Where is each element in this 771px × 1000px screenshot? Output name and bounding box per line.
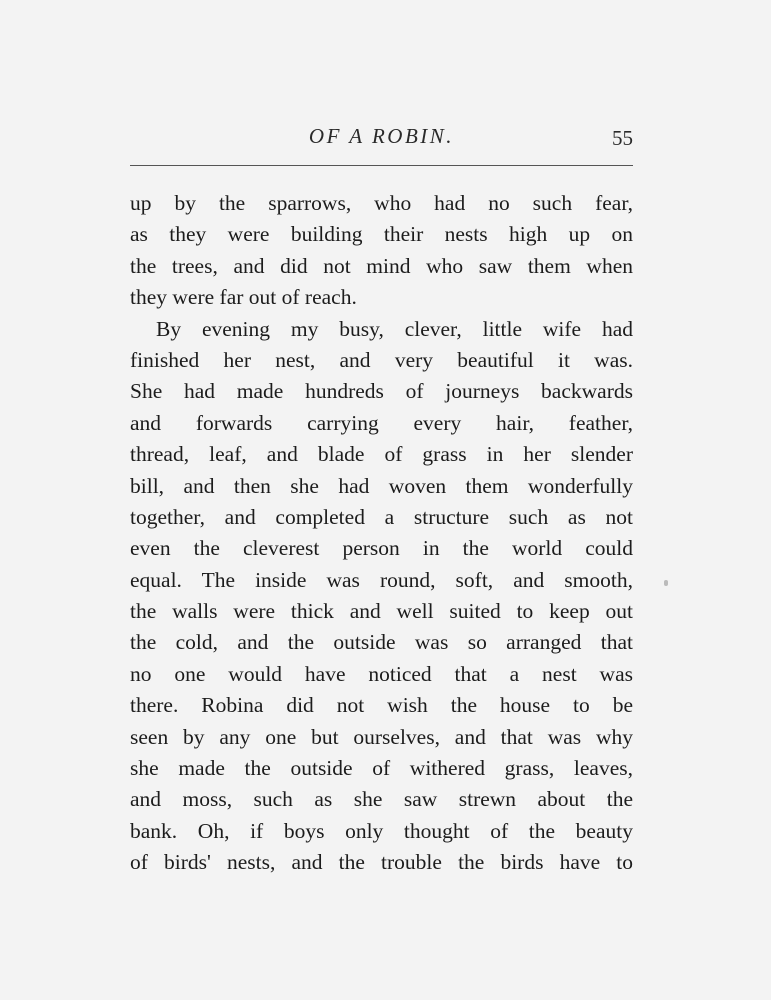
text-line: and moss, such as she saw strewn about the [130,787,633,812]
text-line: even the cleverest person in the world could [130,536,633,561]
text-line: finished her nest, and very beautiful it was. [130,347,633,372]
text-line: together, and completed a structure such as not [130,504,633,529]
text-line: thread, leaf, and blade of grass in her slender [130,442,633,467]
paper-speck [664,580,668,586]
text-line: she made the outside of withered grass, leaves, [130,756,633,781]
page-number: 55 [612,126,633,150]
text-line: of birds' nests, and the trouble the birds have to [130,850,633,875]
text-line: bill, and then she had woven them wonderfully [130,473,633,498]
text-line: the walls were thick and well suited to keep out [130,599,633,624]
running-head [130,124,633,158]
running-title: OF A ROBIN. [308,124,455,148]
header-rule [130,165,633,166]
text-line: By evening my busy, clever, little wife had [156,316,633,341]
text-line: and forwards carrying every hair, feather, [130,410,633,435]
text-line: they were far out of reach. [130,285,357,310]
text-line: seen by any one but ourselves, and that was why [130,724,633,749]
text-line: as they were building their nests high up on [130,222,633,247]
text-line: She had made hundreds of journeys backwards [130,379,633,404]
text-line: equal. The inside was round, soft, and smooth, [130,567,633,592]
text-line: bank. Oh, if boys only thought of the beauty [130,818,633,843]
text-line: no one would have noticed that a nest was [130,661,633,686]
text-line: there. Robina did not wish the house to be [130,693,633,718]
body-text [130,188,633,879]
text-line: the cold, and the outside was so arranged that [130,630,633,655]
text-line: the trees, and did not mind who saw them when [130,253,633,278]
text-line: up by the sparrows, who had no such fear, [130,191,633,215]
